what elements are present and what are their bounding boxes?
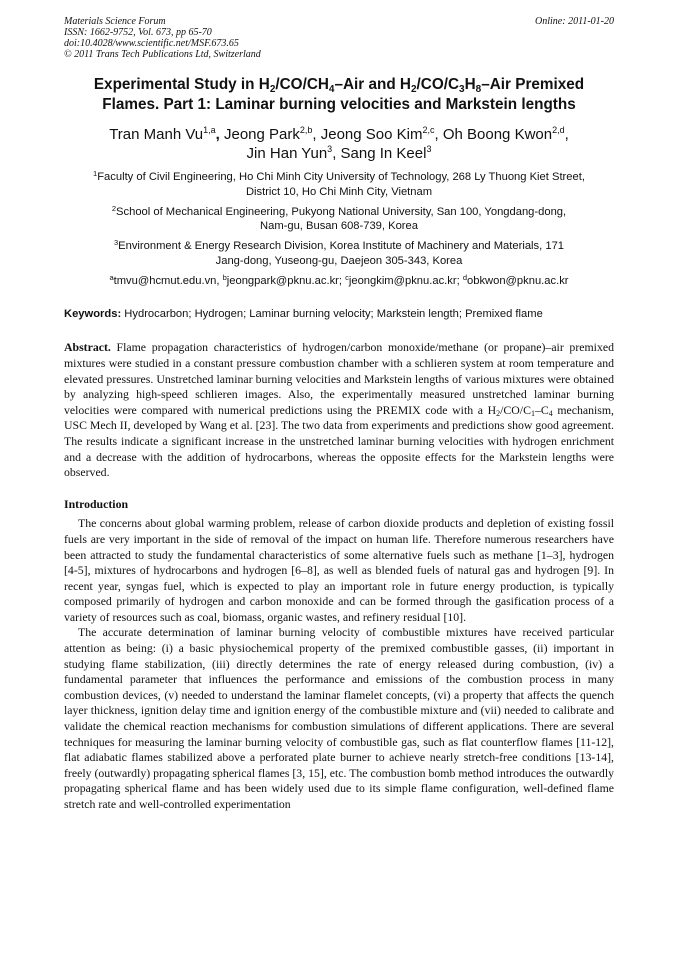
issn-line: ISSN: 1662-9752, Vol. 673, pp 65-70 [64, 27, 212, 38]
abstract-label: Abstract. [64, 340, 111, 355]
copyright-line: © 2011 Trans Tech Publications Ltd, Switzerland [64, 49, 261, 60]
keywords-label: Keywords: [64, 307, 122, 320]
keywords [64, 307, 614, 322]
doi-line[interactable]: doi:10.4028/www.scientific.net/MSF.673.65 [64, 38, 239, 49]
author-name: Tran Manh Vu [109, 126, 204, 143]
online-date: Online: 2011-01-20 [535, 16, 614, 27]
author-name: Sang In Keel [340, 145, 427, 162]
author-name: Jin Han Yun [246, 145, 328, 162]
email-link[interactable]: tmvu@hcmut.edu.vn, [113, 274, 223, 287]
keywords-text: Hydrocarbon; Hydrogen; Laminar burning velocity; Markstein length; Premixed flame [121, 307, 543, 320]
author-name: Oh Boong Kwon [442, 126, 553, 143]
email-link[interactable]: obkwon@pknu.ac.kr [467, 274, 569, 287]
email-link[interactable]: jeongpark@pknu.ac.kr; [226, 274, 346, 287]
email-link[interactable]: jeongkim@pknu.ac.kr; [348, 274, 463, 287]
author-line-1: Tran Manh Vu$^{1,a}$, Jeong Park$^{2,b}$, Jeong Soo Kim$^{2,c}$, Oh Boong Kwon$^{2,d}$, [109, 125, 569, 143]
affiliation-3: $^3$Environment & Energy Research Division, Korea Institute of Machinery and Materials, 171 Jang-dong, Yuseong-gu, Daejeon 305-343, Korea [113, 238, 565, 267]
section-heading: Introduction [64, 496, 129, 511]
title-line-2: Flames. Part 1: Laminar burning velocities and Markstein lengths [102, 96, 576, 113]
abstract: Abstract. Flame propagation characteristics of hydrogen/carbon monoxide/methane (or propane)–air premixed mixtures were studied in a constant pressure combustion chamber with a schlieren system at room temperature and elevated pressures. Unstretched laminar burning velocities and Markstein lengths of various mixtures were obtained by analyzing high-speed schlieren images. Also, the experimentally measured unstretched laminar burning velocities were compared with numerical predictions using the PREMIX code with a $H_2/CO/C_1-C_4$ mechanism, USC Mech II, developed by Wang et al. [23]. The two data from experiments and predictions show good agreement. The results indicate a significant increase in the unstretched laminar burning velocities with hydrogen enrichment and a decrease with the addition of hydrocarbons, whereas the opposite effects for the Markstein lengths were observed. [64, 340, 615, 480]
journal-header [64, 16, 614, 60]
title-line-1: Experimental Study in $H_2/CO/CH_4$–Air and $H_2/CO/C_3H_8$–Air Premixed [93, 76, 585, 95]
author-list [64, 125, 614, 163]
author-name: Jeong Soo Kim [320, 126, 423, 143]
journal-name: Materials Science Forum [64, 16, 166, 27]
paragraph: The accurate determination of laminar burning velocity of combustible mixtures have received particular attention as being: (i) a basic physiochemical property of the premixed combustible gasses, (ii) important in studying flame stabilization, (iii) directly determines the rate of energy released during combustion, (iv) a fundamental parameter that influences the performance and emissions of the combustion process in many combustion devices, (v) needed to understand the laminar flamelet concepts, (vi) a property that affects the quench layer thickness, ignition delay time and ignition energy of the combustible mixture and (vii) needed to calibrate and validate the chemical reaction mechanisms for combustion simulations of different applications. There are several techniques for measuring the laminar burning velocity of combustible gas, such as flat counterflow flames [11-12], flat adiabatic flames stabilized above a perforated plate burner to achieve nearly stretch-free conditions [13-14], freely (outwardly) propagating spherical flames [3, 15], etc. The combustion bomb method introduces the outwardly propagating spherical flame and has been widely used due to its simple flame configuration, well-defined flame stretch rate and well-controlled experimentation [64, 625, 614, 811]
paragraph: The concerns about global warming problem, release of carbon dioxide products and depletion of existing fossil fuels are very important in the side of removal of the impact on human life. Therefore numerous researchers have been attracted to study the fundamental characteristics of some alternative fuels such as methane [1–3], hydrogen [4-5], mixtures of hydrocarbons and hydrogen [6–8], as well as blended fuels of natural gas and hydrogen [9]. In recent year, syngas fuel, which is expected to play an important role in future energy production, is typically composed primarily of hydrogen and carbon monoxide and can be formed through the gasification process of a variety of resources such as coal, biomass, organic wastes, and refinery residual [10]. [64, 516, 614, 624]
affiliation-1: $^1$Faculty of Civil Engineering, Ho Chi Minh City University of Technology, 268 Ly Thuong Kiet Street, District 10, Ho Chi Minh City, Vietnam [93, 169, 585, 198]
paper-title [64, 75, 614, 115]
author-line-2: Jin Han Yun$^3$, Sang In Keel$^3$ [246, 144, 432, 162]
affiliation-2: $^2$School of Mechanical Engineering, Pukyong National University, San 100, Yongdang-dong, Nam-gu, Busan 608-739, Korea [111, 203, 567, 233]
author-emails: $^a$tmvu@hcmut.edu.vn, $^b$jeongpark@pknu.ac.kr; $^c$jeongkim@pknu.ac.kr; $^d$obkwon@pknu.ac.kr [109, 272, 569, 287]
author-name: Jeong Park [224, 126, 300, 143]
